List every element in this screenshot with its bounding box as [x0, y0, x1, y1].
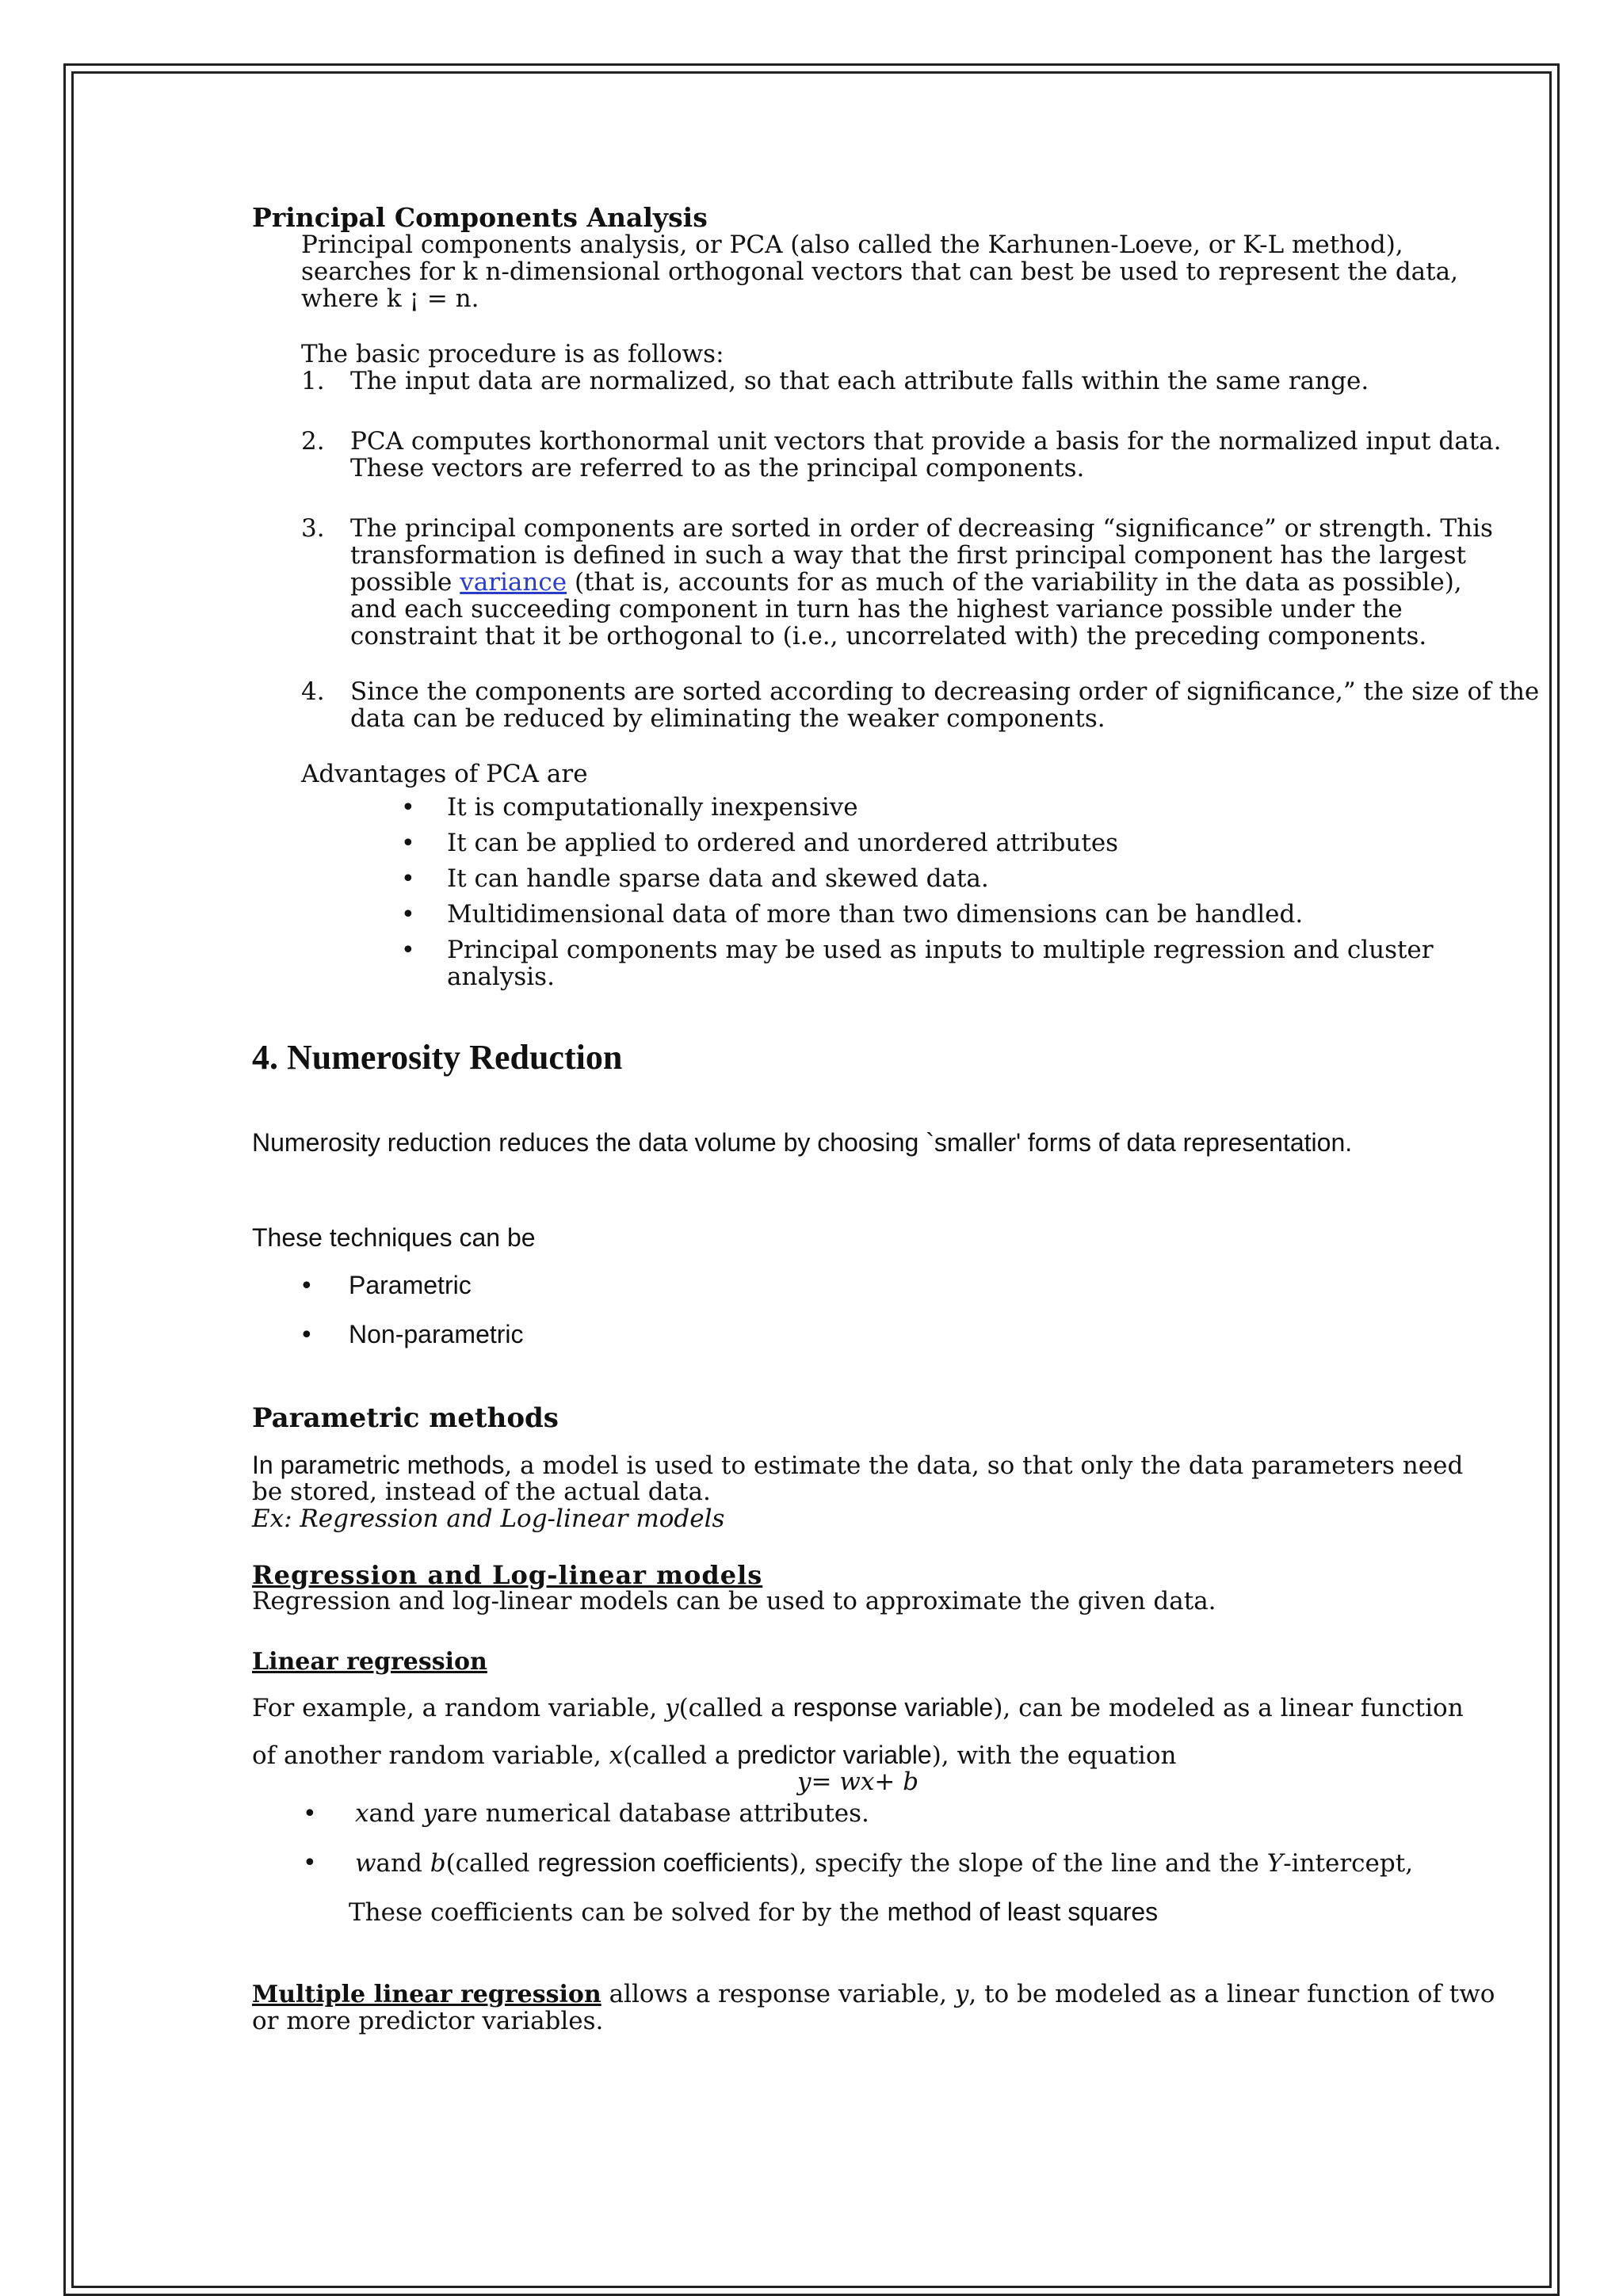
technique-item: Non-parametric [349, 1320, 524, 1348]
linear-bullet-2-a: (called [445, 1849, 538, 1878]
step-1-number: 1. [301, 367, 325, 395]
multiple-regression-heading: Multiple linear regression [252, 1981, 601, 2008]
parametric-line-1-sans: In parametric methods [252, 1451, 505, 1479]
bullet-icon: • [300, 1322, 314, 1349]
parametric-line-1 [252, 1451, 1463, 1479]
linear-line-2-b: (called a [623, 1741, 738, 1770]
advantage-item: Principal components may be used as inputs to multiple regression and cluster [447, 936, 1434, 964]
least-squares-term: method of least squares [887, 1897, 1159, 1926]
step-1-line-1: The input data are normalized, so that each attribute falls within the same range. [350, 367, 1369, 395]
advantage-item: It is computationally inexpensive [447, 793, 858, 822]
linear-bullet-1-mid: and [369, 1799, 423, 1828]
bullet-icon: • [401, 794, 415, 822]
bullet-icon: • [401, 830, 415, 857]
bullet-icon: • [401, 865, 415, 893]
linear-line-1-b: (called a [678, 1694, 793, 1722]
parametric-line-2: be stored, instead of the actual data. [252, 1478, 711, 1506]
linear-bullet-2 [355, 1849, 1413, 1877]
regression-equation: y= wx+ b [797, 1768, 919, 1796]
linear-line-1-c: ), can be modeled as a linear function [993, 1694, 1464, 1722]
multiple-rest-a: allows a response variable, [601, 1980, 955, 2008]
page-border-inner [71, 71, 1552, 2288]
linear-line-1 [252, 1694, 1464, 1722]
numerosity-description: Numerosity reduction reduces the data volume by choosing `smaller' forms of data representation. [252, 1128, 1353, 1157]
regression-coefficients-term: regression coefficients [537, 1848, 790, 1877]
bullet-icon: • [401, 936, 415, 964]
linear-regression-heading: Linear regression [252, 1648, 487, 1676]
var-w: w [355, 1849, 376, 1878]
var-y: y [422, 1799, 437, 1828]
advantage-item: Multidimensional data of more than two dimensions can be handled. [447, 900, 1304, 929]
pca-intro-line-3: where k ¡ = n. [301, 284, 479, 313]
regression-description: Regression and log-linear models can be used to approximate the given data. [252, 1587, 1216, 1615]
pca-intro-line-2: searches for k n-dimensional orthogonal vectors that can best be used to represent the data, [301, 257, 1458, 286]
advantages-intro: Advantages of PCA are [301, 760, 588, 788]
bullet-icon: • [401, 901, 415, 929]
technique-item: Parametric [349, 1271, 472, 1299]
advantage-item: It can be applied to ordered and unordered attributes [447, 829, 1119, 857]
variance-link[interactable]: variance [460, 568, 567, 597]
var-b: b [430, 1849, 446, 1878]
multiple-rest-b: , to be modeled as a linear function of two [968, 1980, 1495, 2008]
step-2-line-2: These vectors are referred to as the principal components. [350, 454, 1085, 482]
step-3-number: 3. [301, 514, 325, 543]
var-x: x [355, 1799, 369, 1828]
var-Y: Y [1266, 1849, 1284, 1878]
step-2-line-1: PCA computes korthonormal unit vectors that provide a basis for the normalized input data. [350, 427, 1502, 456]
pca-heading: Principal Components Analysis [252, 202, 708, 233]
var-y: y [665, 1694, 679, 1722]
linear-bullet-1 [355, 1800, 869, 1827]
linear-line-1-a: For example, a random variable, [252, 1694, 666, 1722]
linear-line-2-a: of another random variable, [252, 1741, 609, 1770]
step-2-number: 2. [301, 427, 325, 456]
coefficients-line-a: These coefficients can be solved for by the [349, 1898, 888, 1927]
multiple-regression-line-2: or more predictor variables. [252, 2007, 604, 2035]
var-x: x [609, 1741, 624, 1770]
var-y: y [954, 1980, 969, 2008]
step-4-line-1: Since the components are sorted according to decreasing order of significance,” the size of the [350, 677, 1540, 706]
advantage-item-continued: analysis. [447, 963, 555, 991]
numerosity-heading: 4. Numerosity Reduction [252, 1038, 623, 1077]
parametric-heading: Parametric methods [252, 1402, 559, 1434]
regression-heading: Regression and Log-linear models [252, 1560, 763, 1590]
linear-bullet-2-c: -intercept, [1283, 1849, 1414, 1878]
pca-intro-line-1: Principal components analysis, or PCA (also called the Karhunen-Loeve, or K-L method), [301, 231, 1403, 259]
linear-line-2 [252, 1741, 1176, 1769]
bullet-icon: • [300, 1272, 314, 1300]
step-3-line-2: transformation is defined in such a way that the first principal component has the largest [350, 541, 1466, 570]
step-3-line-3-post: (that is, accounts for as much of the variability in the data as possible), [567, 568, 1462, 597]
parametric-line-1-rest: , a model is used to estimate the data, so that only the data parameters need [504, 1451, 1464, 1480]
bullet-icon: • [303, 1800, 317, 1828]
parametric-example: Ex: Regression and Log-linear models [252, 1505, 725, 1533]
step-3-line-3 [350, 569, 1462, 596]
step-3-line-3-pre: possible [350, 568, 460, 597]
linear-bullet-1-rest: are numerical database attributes. [437, 1799, 869, 1828]
linear-bullet-2-mid: and [376, 1849, 430, 1878]
procedure-intro: The basic procedure is as follows: [301, 340, 724, 368]
coefficients-line [349, 1898, 1158, 1926]
step-4-number: 4. [301, 677, 325, 706]
linear-line-2-c: ), with the equation [931, 1741, 1177, 1770]
response-variable-term: response variable [792, 1693, 994, 1722]
multiple-regression-line-1 [252, 1981, 1495, 2008]
advantage-item: It can handle sparse data and skewed data. [447, 864, 989, 893]
step-3-line-4: and each succeeding component in turn has the highest variance possible under the [350, 595, 1403, 624]
step-3-line-5: constraint that it be orthogonal to (i.e., uncorrelated with) the preceding components. [350, 622, 1427, 650]
bullet-icon: • [303, 1849, 317, 1877]
linear-bullet-2-b: ), specify the slope of the line and the [789, 1849, 1267, 1878]
step-4-line-2: data can be reduced by eliminating the weaker components. [350, 704, 1106, 733]
techniques-intro: These techniques can be [252, 1223, 536, 1252]
step-3-line-1: The principal components are sorted in order of decreasing “significance” or strength. This [350, 514, 1493, 543]
predictor-variable-term: predictor variable [737, 1741, 932, 1769]
